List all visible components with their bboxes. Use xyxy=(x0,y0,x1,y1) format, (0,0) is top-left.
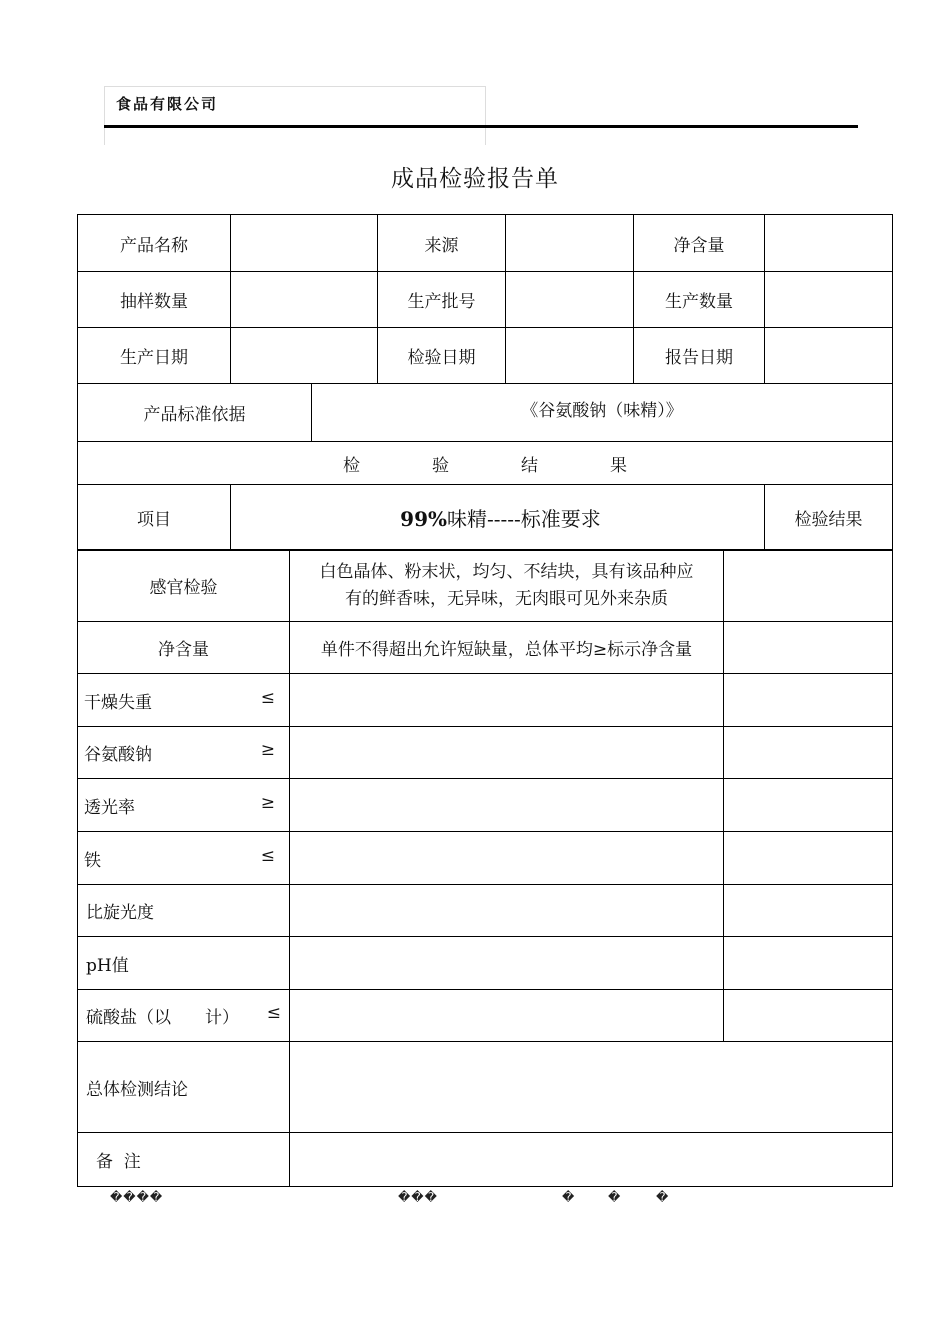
source-label: 来源 xyxy=(378,215,506,272)
comparison-symbol: ≤ xyxy=(266,1003,281,1023)
table-row-requirement[interactable] xyxy=(290,990,724,1042)
production-qty-value[interactable] xyxy=(765,272,893,328)
table-row-result[interactable] xyxy=(724,990,893,1042)
product-name-label: 产品名称 xyxy=(78,215,231,272)
net-content-value[interactable] xyxy=(765,215,893,272)
remarks-label: 备 注 xyxy=(78,1133,290,1187)
footer-middle: ��� xyxy=(398,1190,438,1204)
item-label: 谷氨酸钠 xyxy=(84,745,152,765)
requirement-column-header xyxy=(231,485,765,551)
sample-qty-value[interactable] xyxy=(231,272,378,328)
item-label: 干燥失重 xyxy=(84,692,152,713)
table-row-item xyxy=(78,885,290,937)
table-row-item xyxy=(78,727,290,779)
item-label: 比旋光度 xyxy=(86,903,154,923)
results-heading-char: 验 xyxy=(432,455,449,476)
table-row-item xyxy=(78,937,290,990)
table-row-requirement[interactable] xyxy=(290,779,724,832)
table-row-result[interactable] xyxy=(724,779,893,832)
table-row-requirement[interactable] xyxy=(290,832,724,885)
results-heading xyxy=(78,442,893,485)
item-column-label: 项目 xyxy=(137,510,171,530)
table-row-result[interactable] xyxy=(724,727,893,779)
item-column-header xyxy=(78,485,231,551)
table-row-requirement[interactable] xyxy=(290,885,724,937)
inspection-date-value[interactable] xyxy=(506,328,634,384)
table-row-result[interactable] xyxy=(724,832,893,885)
sample-qty-label: 抽样数量 xyxy=(78,272,231,328)
standard-value: 《谷氨酸钠（味精）》 xyxy=(312,384,893,442)
comparison-symbol: ≥ xyxy=(260,740,275,760)
item-label: 铁 xyxy=(84,850,101,871)
footer-left: ���� xyxy=(110,1190,164,1204)
table-row-requirement xyxy=(290,550,724,622)
table-row-requirement[interactable] xyxy=(290,727,724,779)
item-label: pH值 xyxy=(86,955,129,976)
production-date-label: 生产日期 xyxy=(78,328,231,384)
batch-value[interactable] xyxy=(506,272,634,328)
inspection-date-label: 检验日期 xyxy=(378,328,506,384)
source-value[interactable] xyxy=(506,215,634,272)
table-row-item: 感官检验 xyxy=(78,550,290,622)
header-rule xyxy=(104,125,858,128)
footer-right-1: � xyxy=(562,1190,576,1204)
net-content-label: 净含量 xyxy=(634,215,765,272)
table-row-result[interactable] xyxy=(724,674,893,727)
comparison-symbol: ≥ xyxy=(260,792,275,813)
table-row-item xyxy=(78,990,290,1042)
results-heading-char: 检 xyxy=(343,455,360,476)
results-heading-char: 果 xyxy=(610,455,627,476)
inspection-report-table xyxy=(77,214,893,551)
conclusion-label: 总体检测结论 xyxy=(78,1042,290,1133)
requirement-title: 味精-----标准要求 xyxy=(447,507,601,531)
table-row-result[interactable] xyxy=(724,885,893,937)
table-row-item: 净含量 xyxy=(78,622,290,674)
table-row-item xyxy=(78,832,290,885)
requirement-line: 白色晶体、粉末状，均匀、不结块，具有该品种应 xyxy=(319,561,694,582)
table-row-result[interactable] xyxy=(724,937,893,990)
footer-right-2: � xyxy=(608,1190,622,1204)
table-row-requirement[interactable] xyxy=(290,674,724,727)
comparison-symbol: ≤ xyxy=(260,845,275,866)
footer-right-3: � xyxy=(656,1190,670,1204)
report-date-value[interactable] xyxy=(765,328,893,384)
table-row-result[interactable] xyxy=(724,622,893,674)
production-qty-label: 生产数量 xyxy=(634,272,765,328)
item-label: 透光率 xyxy=(84,797,135,818)
item-label: 硫酸盐（以 计） xyxy=(86,1008,239,1028)
results-table xyxy=(77,549,893,1187)
table-row-requirement[interactable] xyxy=(290,937,724,990)
requirement-percent: 99% xyxy=(400,507,448,531)
table-row-requirement: 单件不得超出允许短缺量，总体平均≥标示净含量 xyxy=(290,622,724,674)
report-date-label: 报告日期 xyxy=(634,328,765,384)
conclusion-value[interactable] xyxy=(290,1042,893,1133)
document-title: 成品检验报告单 xyxy=(391,166,559,192)
table-row-item xyxy=(78,674,290,727)
requirement-line: 有的鲜香味，无异味，无肉眼可见外来杂质 xyxy=(345,588,668,609)
table-row-result[interactable] xyxy=(724,550,893,622)
standard-label: 产品标准依据 xyxy=(78,384,312,442)
results-heading-char: 结 xyxy=(521,455,538,476)
production-date-value[interactable] xyxy=(231,328,378,384)
product-name-value[interactable] xyxy=(231,215,378,272)
table-row-item xyxy=(78,779,290,832)
remarks-value[interactable] xyxy=(290,1133,893,1187)
result-column-header: 检验结果 xyxy=(765,485,893,551)
comparison-symbol: ≤ xyxy=(260,687,275,708)
company-name: 食品有限公司 xyxy=(116,95,219,113)
batch-label: 生产批号 xyxy=(378,272,506,328)
